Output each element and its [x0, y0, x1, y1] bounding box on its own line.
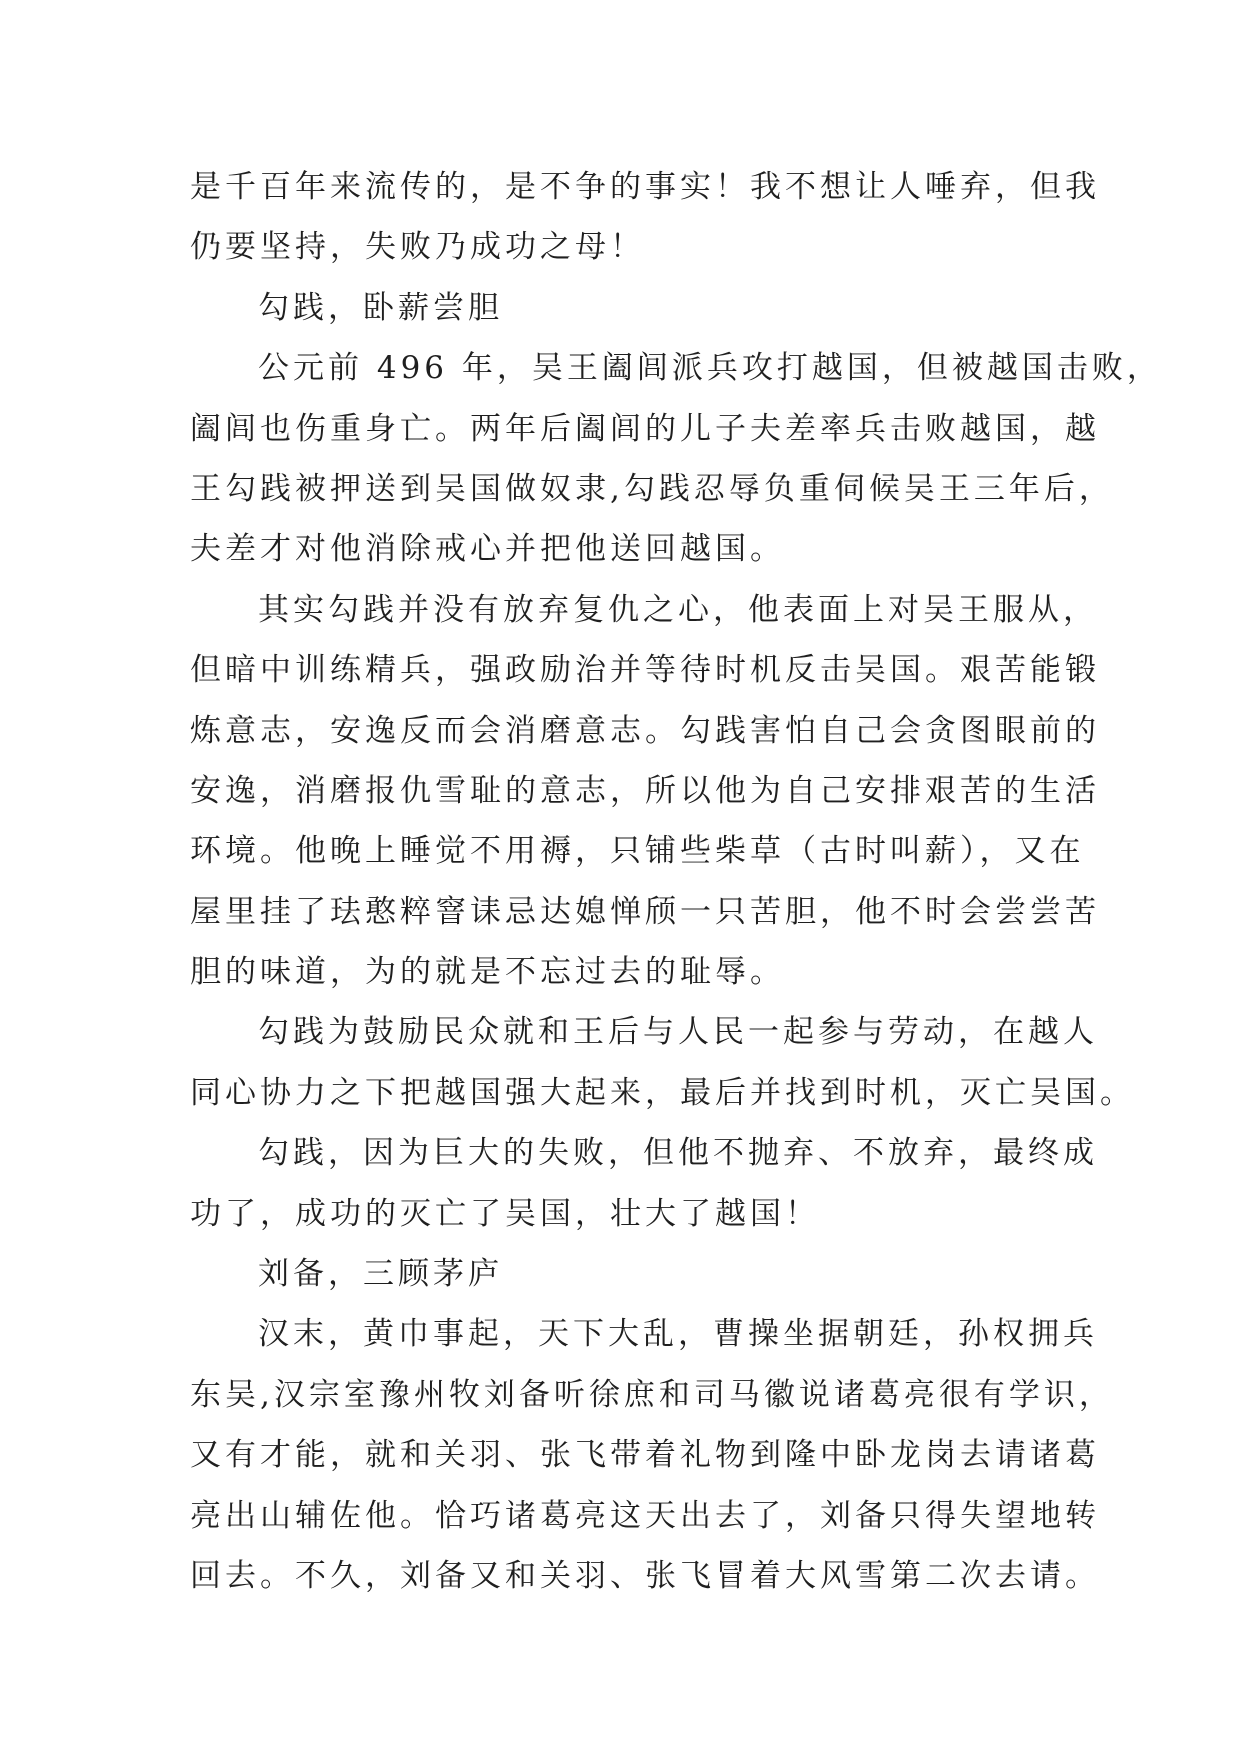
- text-line: 环境。他晚上睡觉不用褥，只铺些柴草（古时叫薪），又在: [190, 833, 1085, 870]
- text-line: 勾践，卧薪尝胆: [258, 289, 503, 326]
- text-line: 又有才能，就和关羽、张飞带着礼物到隆中卧龙岗去请诸葛: [190, 1437, 1100, 1474]
- text-line: 胆的味道，为的就是不忘过去的耻辱。: [190, 954, 785, 991]
- text-line: 阖闾也伤重身亡。两年后阖闾的儿子夫差率兵击败越国，越: [190, 410, 1100, 447]
- text-line: 炼意志，安逸反而会消磨意志。勾践害怕自己会贪图眼前的: [190, 712, 1100, 749]
- text-line: 勾践为鼓励民众就和王后与人民一起参与劳动，在越人: [258, 1014, 1098, 1051]
- text-line: 夫差才对他消除戒心并把他送回越国。: [190, 531, 785, 568]
- text-line: 东吴,汉宗室豫州牧刘备听徐庶和司马徽说诸葛亮很有学识，: [190, 1376, 1114, 1413]
- text-line: 王勾践被押送到吴国做奴隶,勾践忍辱负重伺候吴王三年后，: [190, 470, 1114, 507]
- text-line: 安逸，消磨报仇雪耻的意志，所以他为自己安排艰苦的生活: [190, 772, 1100, 809]
- text-line: 汉末，黄巾事起，天下大乱，曹操坐据朝廷，孙权拥兵: [258, 1316, 1098, 1353]
- document-body: [190, 157, 1162, 1606]
- text-line: 亮出山辅佐他。恰巧诸葛亮这天出去了，刘备只得失望地转: [190, 1497, 1100, 1534]
- text-line: 屋里挂了珐憨粹窨诔忌达媳惮颀一只苦胆，他不时会尝尝苦: [190, 893, 1100, 930]
- text-line: 刘备，三顾茅庐: [258, 1256, 503, 1293]
- text-line: 其实勾践并没有放弃复仇之心，他表面上对吴王服从，: [258, 591, 1098, 628]
- text-line: 公元前 496 年，吴王阖闾派兵攻打越国，但被越国击败，: [258, 350, 1162, 387]
- text-line: 回去。不久，刘备又和关羽、张飞冒着大风雪第二次去请。: [190, 1557, 1100, 1594]
- text-line: 功了，成功的灭亡了吴国，壮大了越国！: [190, 1195, 820, 1232]
- text-line: 仍要坚持，失败乃成功之母！: [190, 229, 645, 266]
- text-line: 但暗中训练精兵，强政励治并等待时机反击吴国。艰苦能锻: [190, 652, 1100, 689]
- text-line: 是千百年来流传的，是不争的事实！我不想让人唾弃，但我: [190, 169, 1100, 205]
- text-line: 勾践，因为巨大的失败，但他不抛弃、不放弃，最终成: [258, 1135, 1098, 1172]
- text-line: 同心协力之下把越国强大起来，最后并找到时机，灭亡吴国。: [190, 1074, 1135, 1111]
